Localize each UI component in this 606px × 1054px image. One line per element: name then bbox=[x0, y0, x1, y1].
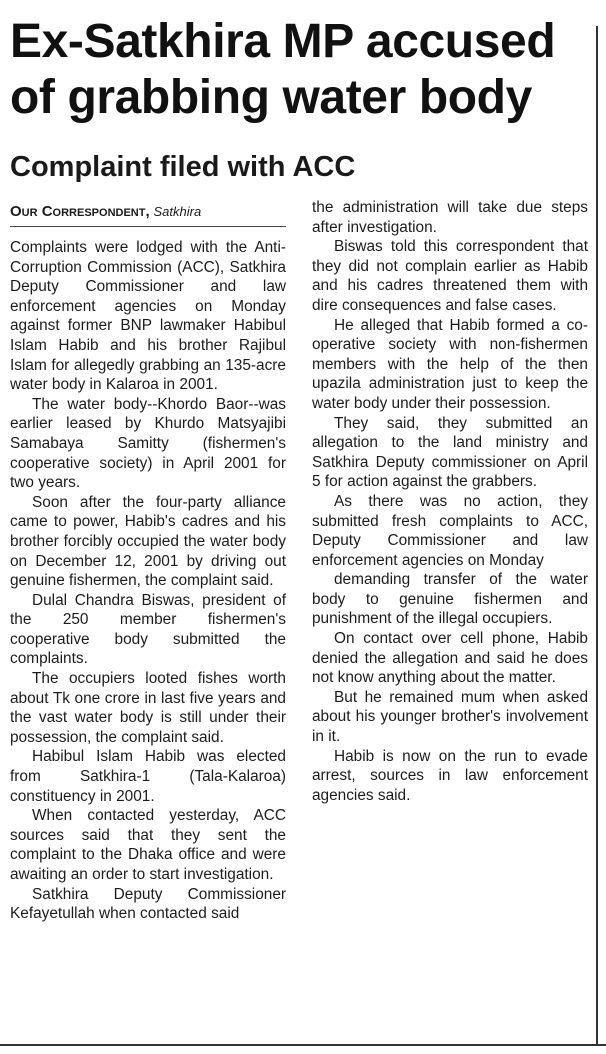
headline-line-1: Ex-Satkhira MP accused bbox=[10, 15, 556, 68]
paragraph: Habibul Islam Habib was elected from Satkhira-1 (Tala-Kalaroa) constituency in 2001. bbox=[10, 748, 286, 805]
paragraph: On contact over cell phone, Habib denied the allegation and said he does not know anything about the matter. bbox=[312, 630, 588, 687]
paragraph: Dulal Chandra Biswas, president of the 250 member fishermen's cooperative body submitted the complaints. bbox=[10, 591, 286, 668]
paragraph: demanding transfer of the water body to genuine fishermen and punishment of the illegal occupiers. bbox=[312, 571, 588, 628]
paragraph: Soon after the four-party alliance came to power, Habib's cadres and his brother forcibly occupied the water body on December 12, 2001 by driving out genuine fishermen, the complaint said. bbox=[10, 493, 286, 590]
paragraph: As there was no action, they submitted fresh complaints to ACC, Deputy Commissioner and law enforcement agencies on Monday bbox=[312, 492, 588, 569]
article-column-left bbox=[10, 238, 286, 924]
paragraph: The occupiers looted fishes worth about Tk one crore in last five years and the vast water body is still under their possession, the complaint said. bbox=[10, 670, 286, 746]
byline-rule bbox=[10, 226, 286, 227]
paragraph: He alleged that Habib formed a co-operative society with non-fishermen members with the help of the then upazila administration just to keep the water body under their possession. bbox=[312, 316, 588, 412]
deck-subheadline: Complaint filed with ACC bbox=[10, 151, 356, 183]
column-rule-right bbox=[596, 26, 598, 1044]
paragraph: When contacted yesterday, ACC sources said that they sent the complaint to the Dhaka office and were awaiting an order to start investigation. bbox=[10, 807, 286, 883]
byline bbox=[10, 202, 288, 221]
byline-name: Our Correspondent, bbox=[10, 203, 150, 220]
paragraph: But he remained mum when asked about his younger brother's involvement in it. bbox=[312, 688, 588, 746]
bottom-rule bbox=[0, 1044, 606, 1046]
paragraph: The water body--Khordo Baor--was earlier leased by Khurdo Matsyajibi Samabaya Samitty (fishermen's cooperative society) in April 2001 for two years. bbox=[10, 395, 286, 492]
byline-place: Satkhira bbox=[153, 204, 202, 219]
article-column-right bbox=[312, 198, 588, 805]
paragraph: Biswas told this correspondent that they did not complain earlier as Habib and his cadres threatened them with dire consequences and false cases. bbox=[312, 238, 588, 314]
paragraph: Complaints were lodged with the Anti-Corruption Commission (ACC), Satkhira Deputy Commissioner and law enforcement agencies on Monday against former BNP lawmaker Habibul Islam Habib and his brother Rajibul Islam for allegedly grabbing an 135-acre water body in Kalaroa in 2001. bbox=[10, 239, 286, 394]
headline bbox=[10, 14, 594, 126]
headline-line-2: of grabbing water body bbox=[10, 71, 532, 124]
paragraph: They said, they submitted an allegation to the land ministry and Satkhira Deputy commissioner on April 5 for action against the grabbers. bbox=[312, 414, 588, 491]
paragraph: the administration will take due steps after investigation. bbox=[312, 199, 588, 236]
paragraph: Satkhira Deputy Commissioner Kefayetullah when contacted said bbox=[10, 885, 286, 923]
paragraph: Habib is now on the run to evade arrest, sources in law enforcement agencies said. bbox=[312, 747, 588, 804]
